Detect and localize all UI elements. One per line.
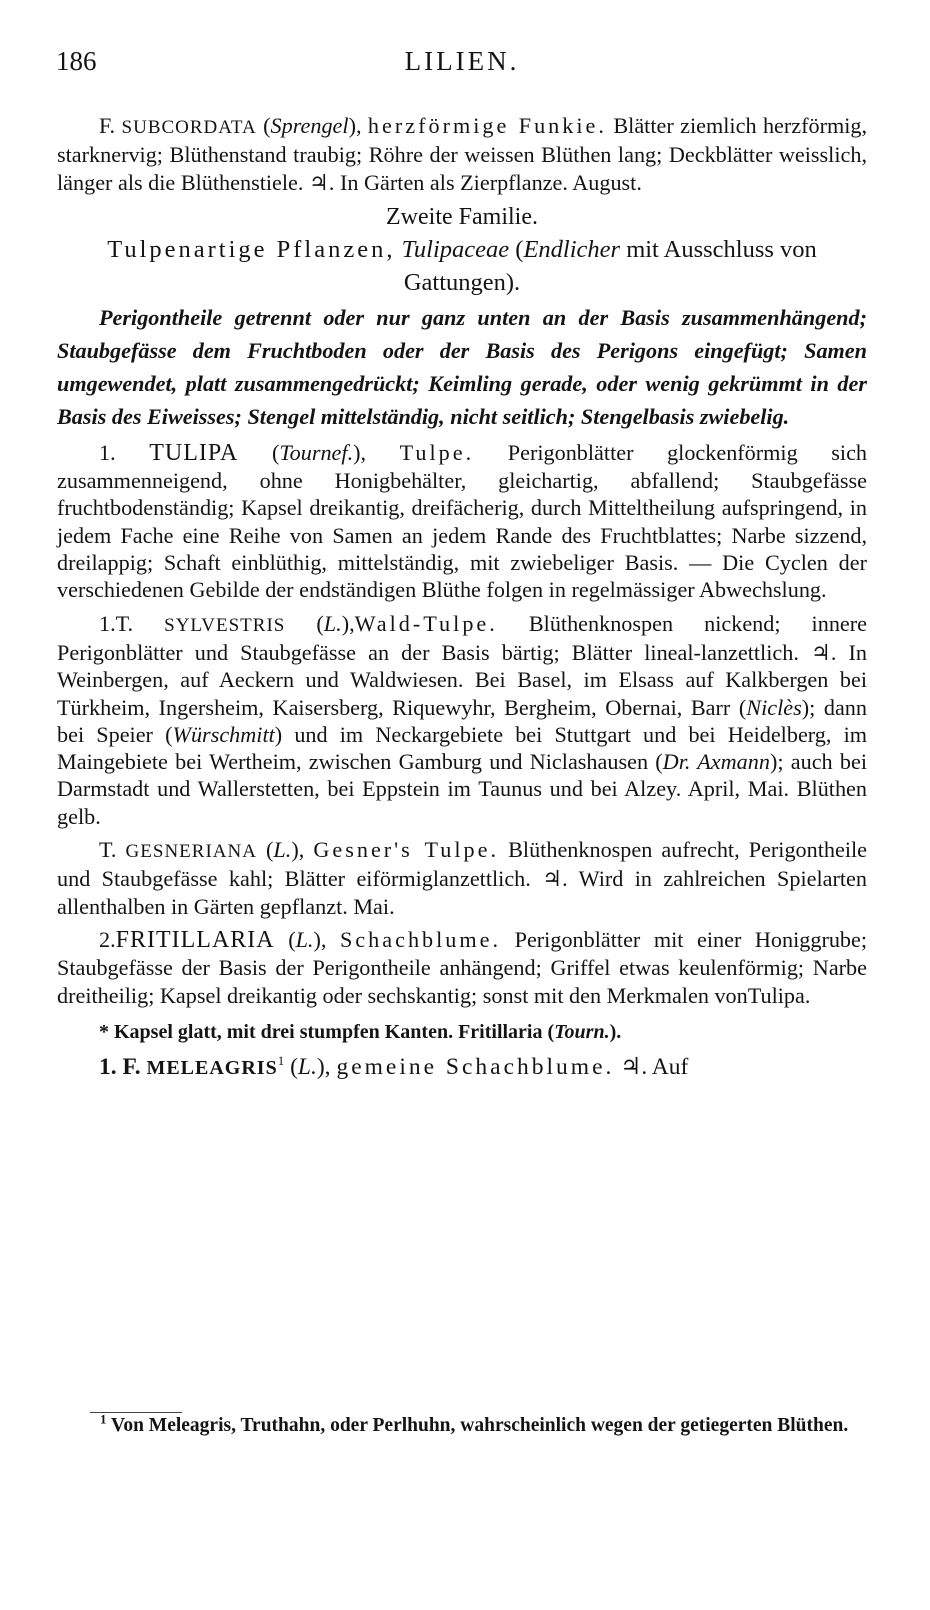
entry-text: Blüthenknospen aufrecht, Perigontheile und Staubgefässe kahl; Blätter eiförmiglanzettlich. ♃. Wird in zahlreichen Spielarten allenthalben in Gärten gepflanzt. Mai. — [57, 837, 868, 919]
author-citation: Sprengel — [270, 113, 349, 138]
species-name: GESNERIANA — [125, 841, 257, 863]
footnote-marker: 1 — [277, 1053, 285, 1068]
page-body — [57, 112, 867, 1083]
entry-meleagris: 1. F. MELEAGRIS$^1$ (L.), gemeine Schachblume. ♃. Auf — [99, 1053, 689, 1080]
family-title: Tulpenartige Pflanzen, Tulipaceae (Endlicher mit Ausschluss von Gattungen). — [107, 235, 817, 296]
species-name: MELEAGRIS — [146, 1056, 278, 1079]
collector-ref: Würschmitt — [172, 721, 275, 747]
footnote — [58, 1412, 866, 1439]
common-name: Gesner's Tulpe. — [313, 837, 500, 863]
species-name: SYLVESTRIS — [164, 614, 286, 636]
page-header — [56, 46, 868, 82]
common-name: Schachblume. — [339, 926, 502, 952]
genus-fritillaria: 2.FRITILLARIA (L.), Schachblume. Perigonblätter mit einer Honiggrube; Staubgefässe der Basis der Perigontheile anhängend; Griffel etwas keulenförmig; Narbe dreitheilig; Kapsel dreikantig oder sechskantig; sonst mit den Merkmalen vonTulipa. — [57, 926, 868, 1008]
author-citation: Tournef. — [279, 439, 354, 465]
genus-name: FRITILLARIA — [115, 926, 275, 953]
family-description: Perigontheile getrennt oder nur ganz unten an der Basis zusammenhängend; Staubgefässe dem Fruchtboden oder der Basis des Perigons eingefügt; Samen umgewendet, platt zusammengedrückt; Keimling gerade, oder wenig gekrümmt in der Basis des Eiweisses; Stengel mittelständig, nicht seitlich; Stengelbasis zwiebelig. — [57, 304, 867, 429]
entry-sylvestris: 1.T. SYLVESTRIS (L.),Wald-Tulpe. Blüthenknospen nickend; innere Perigonblätter und Staubgefässe an der Basis bärtig; Blätter lineal-lanzettlich. ♃. In Weinbergen, auf Aeckern und Waldwiesen. Bei Basel, im Elsass auf Kalkbergen bei Türkheim, Ingersheim, Kaisersberg, Riquewyhr, Bergheim, Obernai, Barr (Niclès); dann bei Speier (Würschmitt) und im Neckargebiete bei Stuttgart und bei Heidelberg, im Maingebiete bei Wertheim, zwischen Gamburg und Niclashausen (Dr. Axmann); auch bei Darmstadt und Wallerstetten, bei Eppstein im Taunus und bei Alzey. April, Mai. Blüthen gelb. — [57, 610, 867, 829]
author-citation: L. — [295, 926, 314, 952]
section-note: * Kapsel glatt, mit drei stumpfen Kanten. Fritillaria (Tourn.). — [99, 1020, 622, 1043]
footnote-text: Von Meleagris, Truthahn, oder Perlhuhn, wahrscheinlich wegen der getiegerten Blüthen. — [111, 1415, 849, 1436]
common-name: Wald-Tulpe. — [354, 610, 498, 636]
page-number: 186 — [56, 46, 97, 76]
entry-subcordata: F. SUBCORDATA (Sprengel), herzförmige Funkie. Blätter ziemlich herzförmig, starknervig; Blüthenstand traubig; Röhre der weissen Blüthen lang; Deckblätter weisslich, länger als die Blüthenstiele. ♃. In Gärten als Zierpflanze. August. — [57, 113, 868, 195]
family-heading: Zweite Familie. — [386, 203, 538, 230]
common-name: gemeine Schachblume. — [336, 1053, 615, 1080]
footnote-number: 1 — [100, 1411, 107, 1427]
genus-name: TULIPA — [149, 439, 239, 466]
collector-ref: Dr. Axmann — [662, 749, 770, 775]
running-head: LILIEN. — [404, 46, 520, 76]
author-citation: L. — [297, 1053, 317, 1080]
genus-tulipa: 1. TULIPA (Tournef.), Tulpe. Perigonblätter glockenförmig sich zusammenneigend, ohne Honigbehälter, gleichartig, abfallend; Staubgefässe fruchtbodenständig; Kapsel dreikantig, dreifächerig, durch Mitteltheilung aufspringend, in jedem Fache eine Reihe von Samen an jedem Rande des Fruchtblattes; Narbe sizzend, dreilappig; Schaft einblüthig, mittelständig, mit zwiebeliger Basis. — Die Cyclen der verschiedenen Gebilde der endständigen Blüthe folgen in regelmässiger Abwechslung. — [57, 439, 868, 603]
author-citation: L. — [323, 610, 342, 636]
entry-text: Perigonblätter mit einer Honiggrube; Staubgefässe der Basis der Perigontheile anhängend; Griffel etwas keulenförmig; Narbe dreitheilig; Kapsel dreikantig oder sechskantig; sonst mit den Merkmalen vonTulipa. — [57, 926, 868, 1008]
entry-text: Perigonblätter glockenförmig sich zusammenneigend, ohne Honigbehälter, gleichartig, abfallend; Staubgefässe fruchtbodenständig; Kapsel dreikantig, dreifächerig, durch Mitteltheilung aufspringend, in jedem Fache eine Reihe von Samen an jedem Rande des Fruchtblattes; Narbe sizzend, dreilappig; Schaft einblüthig, mittelständig, mit zwiebeliger Basis. — Die Cyclen der verschiedenen Gebilde der endständigen Blüthe folgen in regelmässiger Abwechslung. — [57, 439, 868, 603]
entry-gesneriana: T. GESNERIANA (L.), Gesner's Tulpe. Blüthenknospen aufrecht, Perigontheile und Staubgefässe kahl; Blätter eiförmiglanzettlich. ♃. Wird in zahlreichen Spielarten allenthalben in Gärten gepflanzt. Mai. — [57, 837, 868, 919]
collector-ref: Niclès — [746, 694, 802, 720]
entry-text: Blätter ziemlich herzförmig, starknervig; Blüthenstand traubig; Röhre der weissen Blüthen lang; Deckblätter weisslich, länger als die Blüthenstiele. ♃. In Gärten als Zierpflanze. August. — [57, 113, 868, 195]
common-name: Tulpe. — [399, 439, 475, 465]
species-name: SUBCORDATA — [121, 117, 257, 138]
common-name: herzförmige Funkie. — [367, 113, 607, 138]
author-citation: L. — [273, 837, 292, 863]
